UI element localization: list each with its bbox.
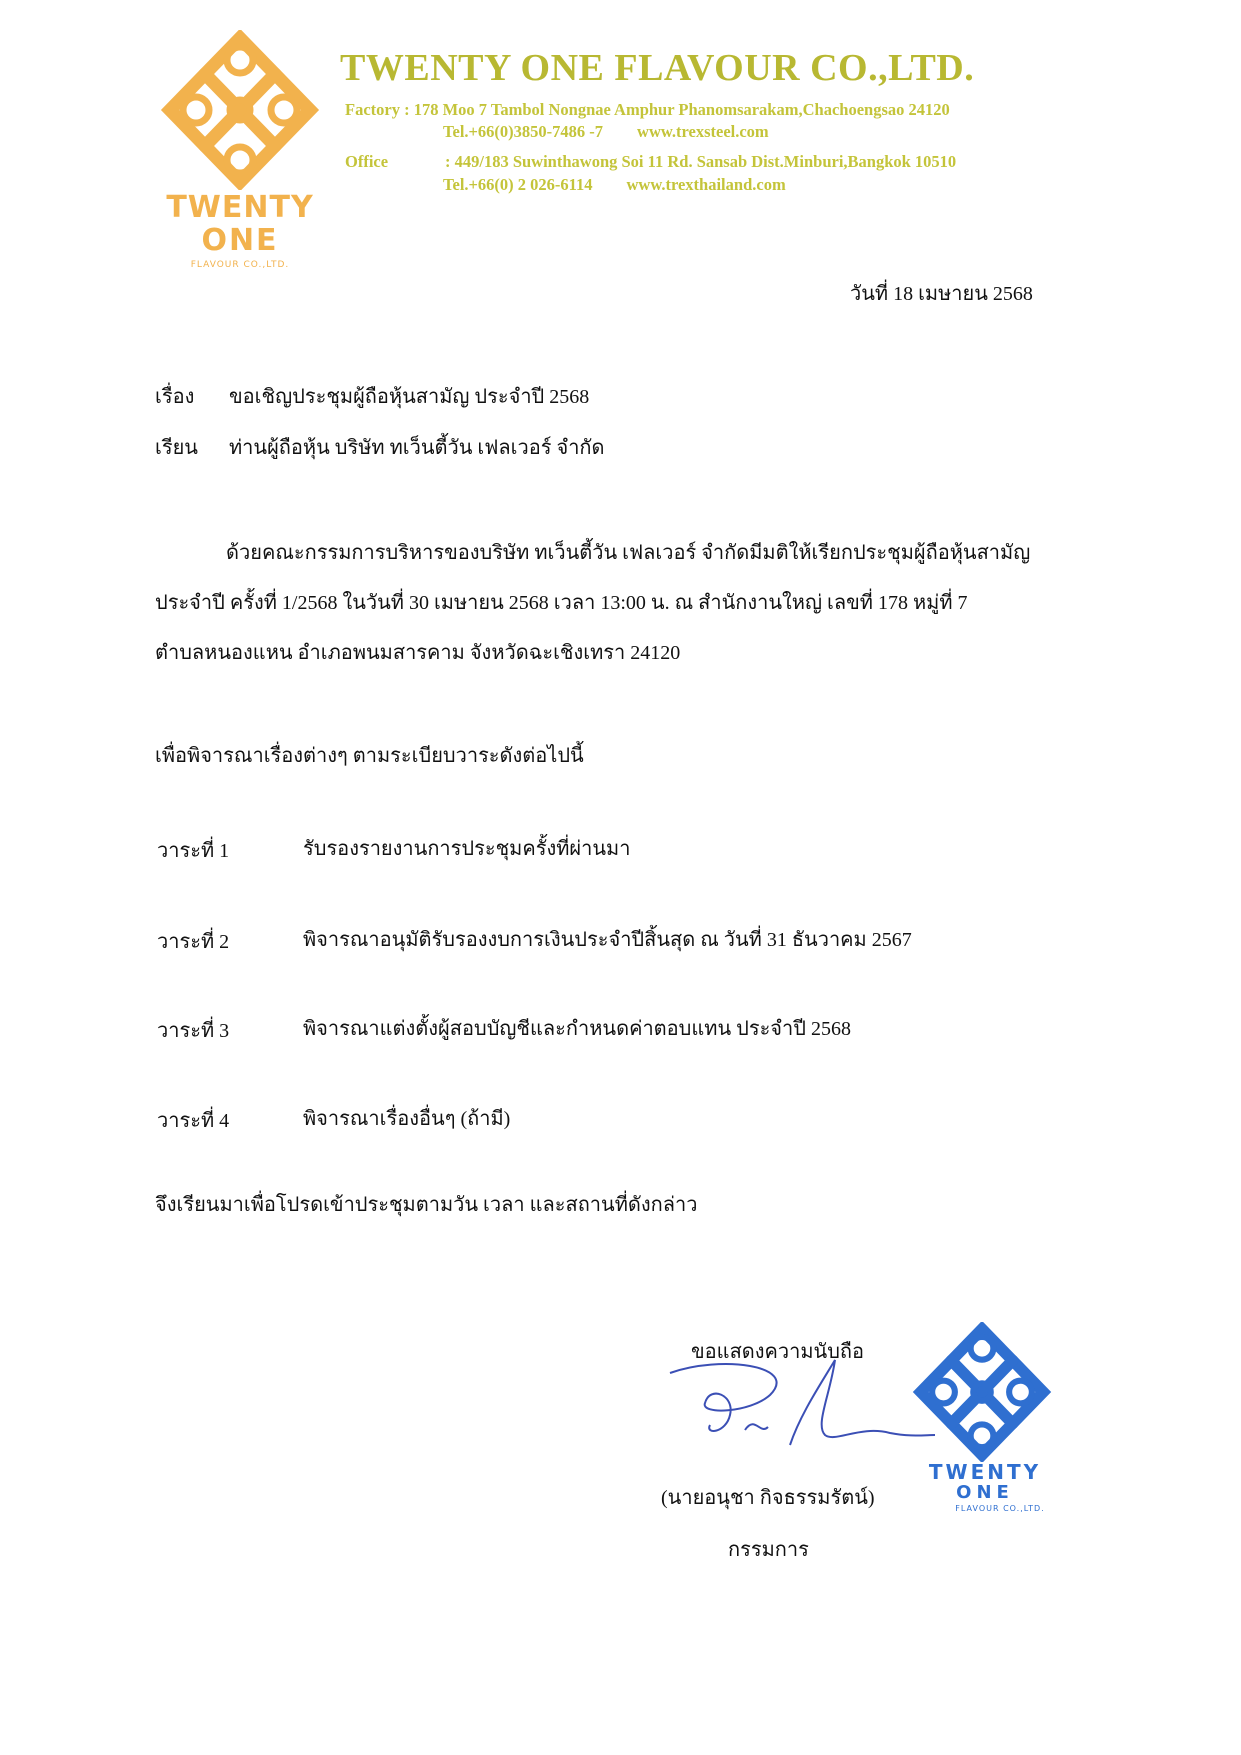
agenda-item: พิจารณาเรื่องอื่นๆ (ถ้ามี): [303, 1108, 511, 1130]
factory-contact-line: [443, 122, 769, 142]
regards-text: ขอแสดงความนับถือ: [691, 1341, 865, 1363]
factory-label: Factory :: [345, 100, 410, 119]
knot-logo-icon: [158, 30, 322, 190]
stamp-knot-icon: [902, 1322, 1062, 1462]
signer-name: (นายอนุชา กิจธรรมรัตน์): [661, 1487, 875, 1509]
factory-web: www.trexsteel.com: [637, 122, 769, 141]
office-contact-line: [443, 175, 786, 195]
paragraph-line-3: ตำบลหนองแหน อำเภอพนมสารคาม จังหวัดฉะเชิงเทรา 24120: [155, 642, 681, 664]
agenda-number: วาระที่ 1: [157, 840, 230, 862]
factory-address-line: [345, 100, 950, 120]
logo-word-one: ONE: [201, 223, 279, 258]
agenda-number: วาระที่ 2: [157, 931, 230, 953]
paragraph-line-2: ประจำปี ครั้งที่ 1/2568 ในวันที่ 30 เมษายน 2568 เวลา 13:00 น. ณ สำนักงานใหญ่ เลขที่ 178 หมู่ที่ 7: [155, 592, 968, 614]
paragraph-line-1: ด้วยคณะกรรมการบริหารของบริษัท ทเว็นตี้วัน เฟลเวอร์ จำกัดมีมติให้เรียกประชุมผู้ถือหุ้นสามัญ: [226, 542, 1031, 564]
agenda-item: รับรองรายงานการประชุมครั้งที่ผ่านมา: [303, 838, 631, 860]
closing-line: จึงเรียนมาเพื่อโปรดเข้าประชุมตามวัน เวลา และสถานที่ดังกล่าว: [155, 1194, 698, 1216]
agenda-item: พิจารณาอนุมัติรับรองงบการเงินประจำปีสิ้นสุด ณ วันที่ 31 ธันวาคม 2567: [303, 929, 912, 951]
recipient-text: ท่านผู้ถือหุ้น บริษัท ทเว็นตี้วัน เฟลเวอร์ จำกัด: [229, 437, 605, 459]
factory-address: 178 Moo 7 Tambol Nongnae Amphur Phanomsarakam,Chachoengsao 24120: [413, 100, 950, 119]
stamp-word-one: ONE: [956, 1482, 1014, 1503]
recipient-label: เรียน: [155, 437, 198, 459]
agenda-number: วาระที่ 4: [157, 1110, 230, 1132]
agenda-number: วาระที่ 3: [157, 1020, 230, 1042]
logo-subtitle: FLAVOUR CO.,LTD.: [190, 260, 290, 270]
office-tel: Tel.+66(0) 2 026-6114: [443, 175, 593, 194]
stamp-word-twenty: TWENTY: [928, 1460, 1042, 1484]
agenda-intro: เพื่อพิจารณาเรื่องต่างๆ ตามระเบียบวาระดังต่อไปนี้: [155, 745, 584, 767]
office-web: www.trexthailand.com: [626, 175, 786, 194]
factory-tel: Tel.+66(0)3850-7486 -7: [443, 122, 604, 141]
stamp-subtitle: FLAVOUR CO.,LTD.: [955, 1504, 1045, 1513]
office-address: : 449/183 Suwinthawong Soi 11 Rd. Sansab Dist.Minburi,Bangkok 10510: [445, 152, 957, 171]
subject-text: ขอเชิญประชุมผู้ถือหุ้นสามัญ ประจำปี 2568: [229, 386, 590, 408]
letter-date: วันที่ 18 เมษายน 2568: [850, 283, 1033, 305]
logo-word-twenty: TWENTY: [166, 190, 314, 225]
company-name: TWENTY ONE FLAVOUR CO.,LTD.: [340, 47, 975, 89]
recipient-line: [155, 436, 605, 460]
office-address-line: [345, 152, 956, 172]
signer-position: กรรมการ: [728, 1539, 809, 1561]
company-stamp: [890, 1322, 1080, 1522]
company-logo: [150, 30, 330, 270]
subject-line: [155, 385, 589, 409]
agenda-item: พิจารณาแต่งตั้งผู้สอบบัญชีและกำหนดค่าตอบแทน ประจำปี 2568: [303, 1018, 851, 1040]
office-label: Office: [345, 152, 389, 171]
subject-label: เรื่อง: [155, 386, 195, 408]
